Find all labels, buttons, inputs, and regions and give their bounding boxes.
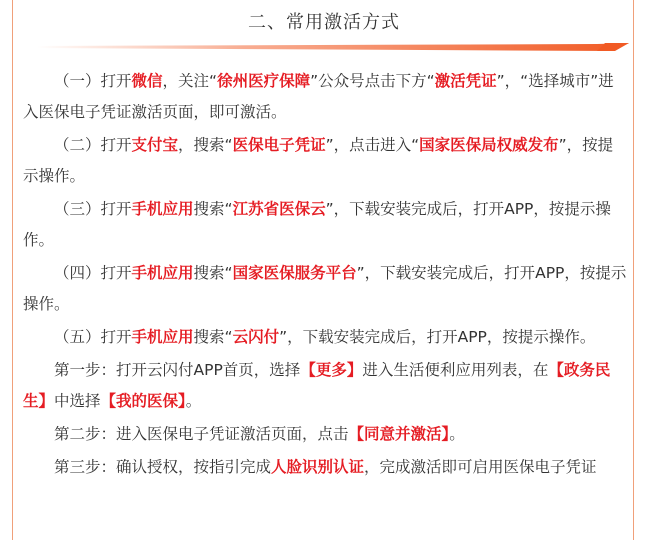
highlight-text: 支付宝 — [131, 136, 179, 154]
highlight-text: 激活凭证 — [434, 72, 497, 90]
body-text: 第一步：打开云闪付APP首页，选择 — [54, 361, 301, 379]
paragraph-jiangsu — [23, 194, 627, 256]
title-underline — [37, 40, 629, 54]
paragraph-national — [23, 258, 627, 320]
body-text: 进入生活便利应用列表，在 — [362, 361, 549, 379]
body-text: ”，下载安装完成后，打开APP，按提示操作。 — [23, 200, 611, 249]
highlight-text: 手机应用 — [131, 328, 194, 346]
body-text: （四）打开 — [54, 264, 132, 282]
highlight-text: 国家医保服务平台 — [232, 264, 357, 282]
highlight-text: 手机应用 — [131, 264, 194, 282]
body-text: 搜索“ — [193, 264, 233, 282]
highlight-text: 国家医保局权威发布 — [419, 136, 559, 154]
section-title: 二、常用激活方式 — [248, 12, 400, 33]
body-text: ”公众号点击下方“ — [310, 72, 435, 90]
body-text: 第三步：确认授权，按指引完成 — [54, 458, 272, 476]
highlight-text: 【政务民生】 — [23, 361, 611, 410]
paragraph-unionpay — [23, 322, 627, 353]
body-text: ”，下载安装完成后，打开APP，按提示操作。 — [23, 264, 627, 313]
body-text: ”，按提示操作。 — [23, 136, 614, 185]
body-text: ，关注“ — [162, 72, 218, 90]
body-text: （二）打开 — [54, 136, 132, 154]
highlight-text: 云闪付 — [232, 328, 280, 346]
article-frame — [12, 0, 634, 540]
body-text: ，搜索“ — [178, 136, 233, 154]
body-text: 搜索“ — [193, 200, 233, 218]
paragraph-step2 — [23, 419, 627, 450]
body-text: 搜索“ — [193, 328, 233, 346]
body-text: 第二步：进入医保电子凭证激活页面，点击 — [54, 425, 349, 443]
body-text: ”，“选择城市”进入医保电子凭证激活页面，即可激活。 — [23, 72, 614, 121]
highlight-text: 医保电子凭证 — [232, 136, 326, 154]
body-text: （三）打开 — [54, 200, 132, 218]
highlight-text: 人脸识别认证 — [271, 458, 365, 476]
highlight-text: 【同意并激活】 — [348, 425, 450, 443]
body-text: （一）打开 — [54, 72, 132, 90]
body-text: （五）打开 — [54, 328, 132, 346]
highlight-text: 【我的医保】 — [100, 392, 186, 410]
paragraph-step1 — [23, 355, 627, 417]
highlight-text: 【更多】 — [300, 361, 363, 379]
body-text: 。 — [185, 392, 202, 410]
body-text: 。 — [449, 425, 465, 443]
body-text: ，完成激活即可启用医保电子凭证 — [364, 458, 597, 476]
body-text: ”，下载安装完成后，打开APP，按提示操作。 — [279, 328, 596, 346]
highlight-text: 手机应用 — [131, 200, 194, 218]
paragraph-wechat — [23, 66, 627, 128]
highlight-text: 微信 — [131, 72, 163, 90]
body-text: 中选择 — [54, 392, 101, 410]
body-text: ”，点击进入“ — [325, 136, 420, 154]
paragraph-step3 — [23, 452, 627, 483]
highlight-text: 徐州医疗保障 — [217, 72, 311, 90]
article-body — [23, 66, 627, 485]
paragraph-alipay — [23, 130, 627, 192]
highlight-text: 江苏省医保云 — [232, 200, 326, 218]
